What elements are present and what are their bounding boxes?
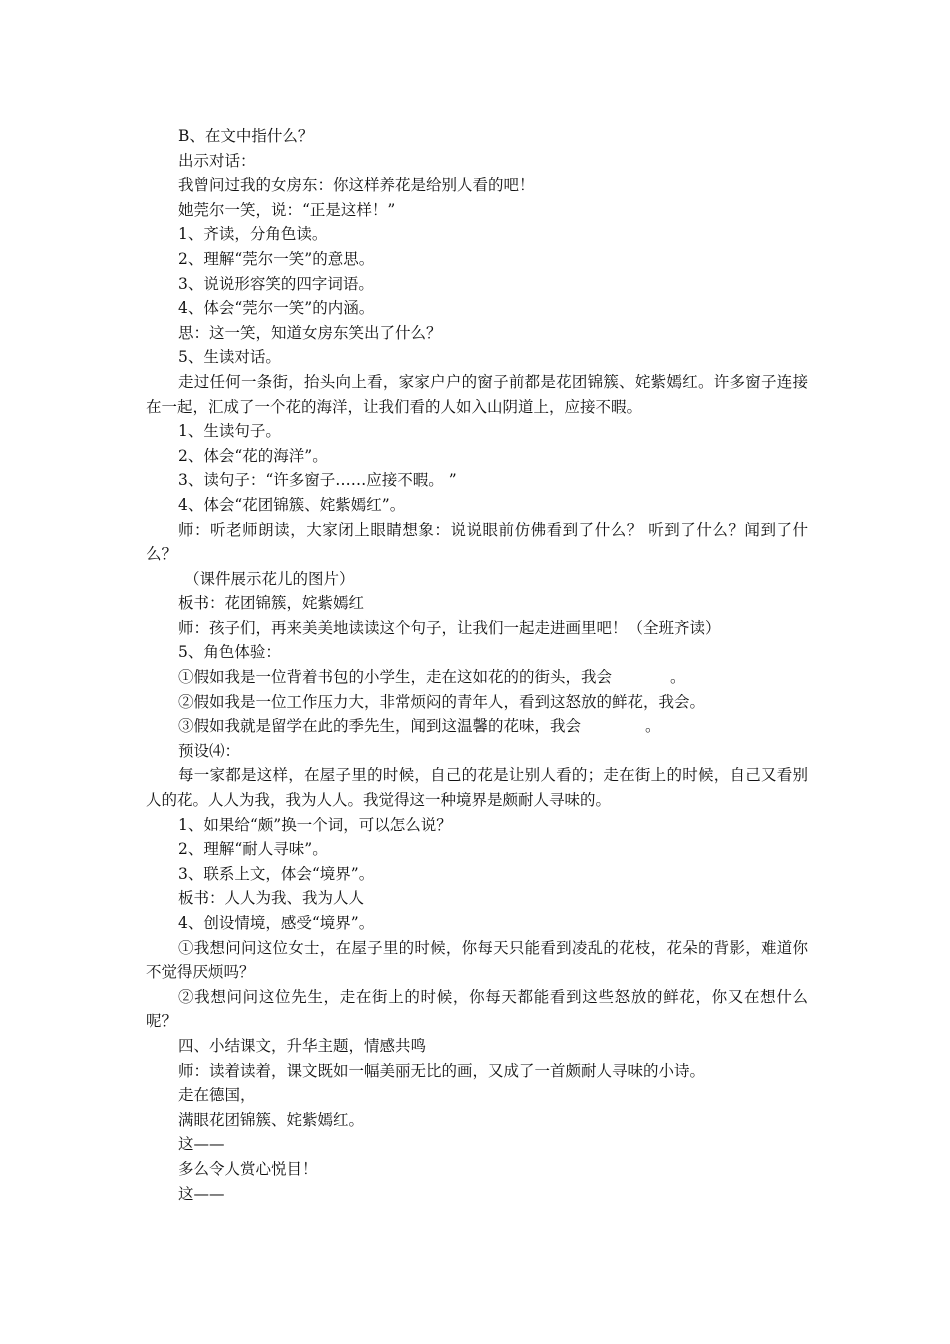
role-item-1-text: ①假如我是一位背着书包的小学生，走在这如花的的街头，我会 [178, 668, 613, 687]
quote-paragraph-1: 走过任何一条街，抬头向上看，家家户户的窗子前都是花团锦簇、姹紫嫣红。许多窗子连接在一起，汇成了一个花的海洋，让我们看的人如入山阴道上，应接不暇。 [146, 372, 808, 416]
board-writing-1: 板书：花团锦簇，姹紫嫣红 [178, 594, 365, 613]
realm-step-1: 1、如果给“颇”换一个词，可以怎么说？ [178, 815, 452, 834]
quote-paragraph-2: 每一家都是这样，在屋子里的时候，自己的花是让别人看的；走在街上的时候，自己又看别人的花。人人为我，我为人人。我觉得这一种境界是颇耐人寻味的。 [146, 766, 808, 810]
sentence-step-3: 3、读句子：“许多窗子……应接不暇。 ” [178, 471, 457, 490]
poem-line-3: 这—— [178, 1135, 225, 1154]
poem-line-5: 这—— [178, 1184, 225, 1203]
step-4: 4、体会“莞尔一笑”的内涵。 [178, 299, 375, 318]
question-b: B、在文中指什么？ [178, 127, 314, 145]
board-writing-2: 板书：人人为我、我为人人 [178, 889, 365, 908]
question-paragraph-2: ②我想问问这位先生，走在街上的时候，你每天都能看到这些怒放的鲜花，你又在想什么呢？ [146, 987, 808, 1031]
role-item-3-text: ③假如我就是留学在此的季先生，闻到这温馨的花味，我会 [178, 717, 582, 736]
realm-step-4: 4、创设情境，感受“境界”。 [178, 914, 375, 932]
realm-step-2: 2、理解“耐人寻味”。 [178, 840, 328, 859]
poem-line-2: 满眼花团锦簇、姹紫嫣红。 [178, 1110, 365, 1129]
sentence-step-1: 1、生读句子。 [178, 422, 281, 441]
dialogue-line-2: 她莞尔一笑，说：“正是这样！” [178, 200, 396, 219]
courseware-note: （课件展示花儿的图片） [184, 569, 355, 588]
sentence-step-2: 2、体会“花的海洋”。 [178, 446, 328, 465]
step-5: 5、生读对话。 [178, 348, 281, 367]
poem-line-4: 多么令人赏心悦目！ [178, 1159, 318, 1178]
dialogue-heading: 出示对话： [178, 151, 256, 170]
role-item-3-end: 。 [645, 717, 661, 736]
step-1: 1、齐读，分角色读。 [178, 225, 328, 244]
role-item-1 [146, 665, 808, 690]
role-experience-heading: 5、角色体验： [178, 643, 281, 662]
question-paragraph-1: ①我想问问这位女士，在屋子里的时候，你每天只能看到凌乱的花枝，花朵的背影，难道你不觉得厌烦吗？ [146, 938, 808, 982]
teacher-reading-paragraph: 师：听老师朗读，大家闭上眼睛想象：说说眼前仿佛看到了什么？ 听到了什么？闻到了什么？ [146, 520, 808, 564]
teacher-instruction: 师：孩子们，再来美美地读读这个句子，让我们一起走进画里吧！（全班齐读） [178, 618, 721, 637]
step-3: 3、说说形容笑的四字词语。 [178, 274, 374, 293]
realm-step-3: 3、联系上文，体会“境界”。 [178, 864, 375, 883]
role-item-2: ②假如我是一位工作压力大，非常烦闷的青年人，看到这怒放的鲜花，我会。 [178, 692, 706, 711]
document-body [146, 124, 808, 1206]
section-four-heading: 四、小结课文，升华主题，情感共鸣 [178, 1036, 427, 1055]
teacher-summary: 师：读着读着，课文既如一幅美丽无比的画，又成了一首颇耐人寻味的小诗。 [178, 1061, 706, 1080]
dialogue-line-1: 我曾问过我的女房东：你这样养花是给别人看的吧！ [178, 176, 535, 195]
thinking-question: 思：这一笑，知道女房东笑出了什么？ [178, 323, 442, 342]
sentence-step-4: 4、体会“花团锦簇、姹紫嫣红”。 [178, 495, 406, 514]
poem-line-1: 走在德国， [178, 1086, 256, 1105]
role-item-1-end: 。 [670, 668, 686, 687]
role-item-3 [146, 714, 808, 739]
preset-4-heading: 预设⑷： [178, 741, 241, 760]
step-2: 2、理解“莞尔一笑”的意思。 [178, 249, 375, 268]
